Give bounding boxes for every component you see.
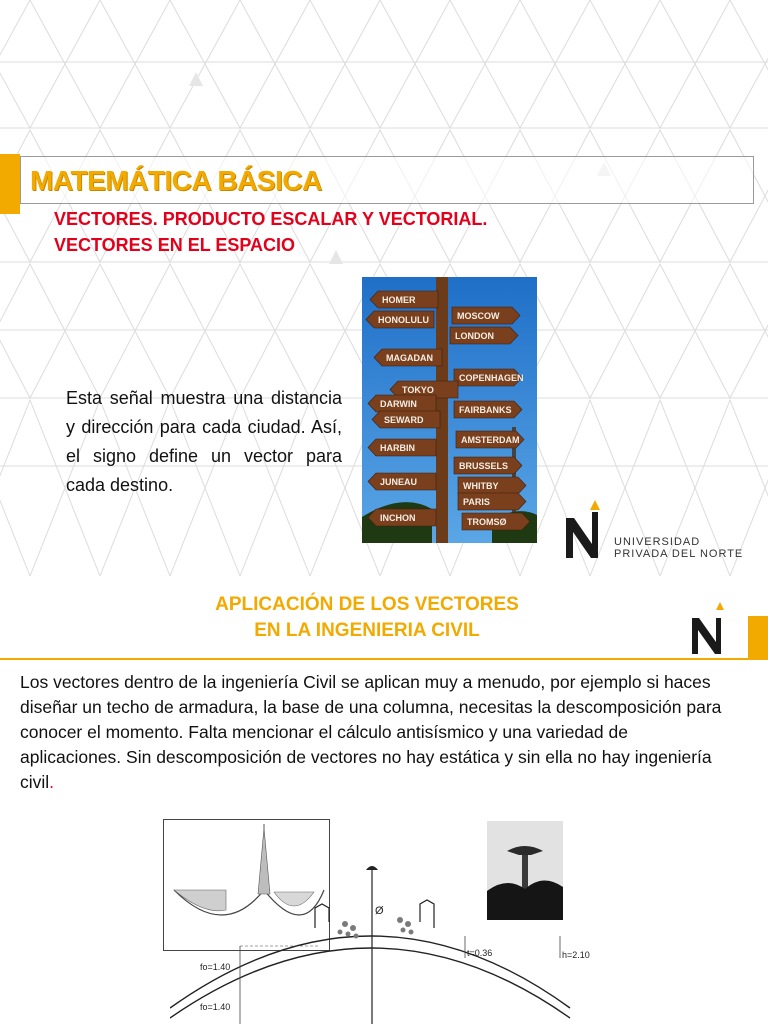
sign-label: AMSTERDAM xyxy=(461,435,520,445)
university-name xyxy=(614,536,743,560)
description-text: Esta señal muestra una distancia y dirección para cada ciudad. Así, el signo define un vector para cada destino. xyxy=(66,388,342,495)
body-text-tail: . xyxy=(49,772,55,792)
sign-label: FAIRBANKS xyxy=(459,405,512,415)
university-logo-small-icon xyxy=(690,600,732,656)
slide-2 xyxy=(0,578,768,1024)
sign-label: MAGADAN xyxy=(386,353,433,363)
label-phi: Ø xyxy=(375,905,384,917)
sign-label: HARBIN xyxy=(380,443,415,453)
body-text-main: Los vectores dentro de la ingeniería Civil se aplican muy a menudo, por ejemplo si haces diseñar un techo de armadura, la base de una columna, necesitas la descomposición para conocer el momento. Falta mencionar el cálculo antisísmico y una variedad de aplicaciones. Sin descomposición de vectores no hay estática y sin ella no hay ingeniería civil xyxy=(20,672,722,792)
label-h: h=2.10 xyxy=(562,950,590,960)
sign-label: HOMER xyxy=(382,295,416,305)
university-logo-icon xyxy=(562,498,612,560)
page-title: MATEMÁTICA BÁSICA xyxy=(30,165,322,196)
section-divider xyxy=(0,658,768,660)
sign-label: JUNEAU xyxy=(380,477,418,487)
label-fo-2: fo=1.40 xyxy=(200,1002,231,1012)
arch-structure-diagram xyxy=(170,858,600,1024)
title-accent-bar xyxy=(0,154,20,214)
subtitle-line-1: VECTORES. PRODUCTO ESCALAR Y VECTORIAL. xyxy=(54,209,488,229)
university-name-line-2: PRIVADA DEL NORTE xyxy=(614,548,744,560)
university-name-line-1: UNIVERSIDAD xyxy=(614,536,701,548)
sign-label: TROMSØ xyxy=(467,517,507,527)
signpost-photo xyxy=(362,277,537,543)
sign-label: HONOLULU xyxy=(378,315,429,325)
subtitle-line-2: VECTORES EN EL ESPACIO xyxy=(54,235,296,255)
sign-label: BRUSSELS xyxy=(459,461,509,471)
section-title xyxy=(0,592,734,644)
sign-label: SEWARD xyxy=(384,415,424,425)
label-t: t=0.36 xyxy=(467,948,493,958)
label-fo-1: fo=1.40 xyxy=(200,962,231,972)
section-title-line-2: EN LA INGENIERIA CIVIL xyxy=(254,620,480,641)
sign-label: LONDON xyxy=(455,331,494,341)
sign-label: DARWIN xyxy=(380,399,417,409)
subtitle xyxy=(54,206,487,258)
body-text xyxy=(20,670,722,795)
section-accent-bar xyxy=(748,616,768,658)
section-title-line-1: APLICACIÓN DE LOS VECTORES xyxy=(215,594,519,615)
sign-label: WHITBY xyxy=(463,481,499,491)
sign-label: INCHON xyxy=(380,513,416,523)
sign-label: MOSCOW xyxy=(457,311,500,321)
signpost-illustration xyxy=(362,277,537,543)
sign-label: TOKYO xyxy=(402,385,434,395)
sign-label: COPENHAGEN xyxy=(459,373,524,383)
sign-label: PARIS xyxy=(463,497,490,507)
